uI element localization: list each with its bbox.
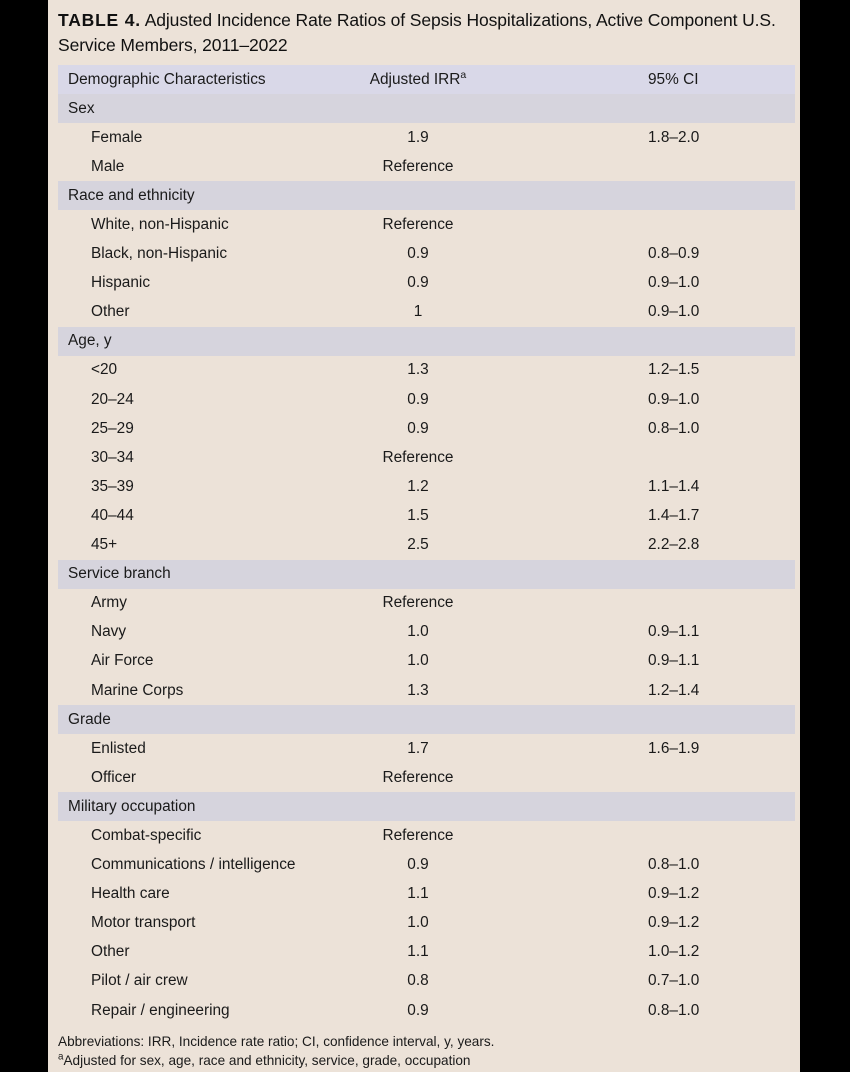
footnote-adjusted: [58, 1051, 800, 1070]
table-row: [58, 996, 795, 1025]
cell-adjusted-irr: 1.1: [407, 885, 429, 903]
row-label: 20–24: [91, 390, 134, 408]
footnote-adjusted-text: Adjusted for sex, age, race and ethnicity, service, grade, occupation: [63, 1053, 471, 1069]
cell-confidence-interval: 0.9–1.0: [648, 303, 700, 321]
cell-adjusted-irr: 0.9: [407, 245, 429, 263]
table-row: [58, 356, 795, 385]
cell-adjusted-irr: 1.0: [407, 652, 429, 670]
table-row: [58, 414, 795, 443]
row-label: Pilot / air crew: [91, 972, 188, 990]
table-section-row: [58, 327, 795, 356]
cell-confidence-interval: 2.2–2.8: [648, 536, 700, 554]
footnote-marker-a: a: [460, 69, 467, 81]
column-header-irr-text: Adjusted IRR: [369, 70, 461, 88]
cell-confidence-interval: 1.0–1.2: [648, 943, 700, 961]
table-row: [58, 298, 795, 327]
cell-confidence-interval: 1.2–1.5: [648, 361, 700, 379]
cell-confidence-interval: 0.9–1.2: [648, 914, 700, 932]
cell-adjusted-irr: 1.3: [407, 681, 429, 699]
table-section-row: [58, 792, 795, 821]
column-header-irr: [338, 71, 498, 89]
cell-adjusted-irr: 0.9: [407, 856, 429, 874]
table-footnotes: [48, 1025, 800, 1070]
table-row: [58, 880, 795, 909]
column-header-characteristics: Demographic Characteristics: [68, 70, 266, 88]
cell-confidence-interval: 0.7–1.0: [648, 972, 700, 990]
section-label: Grade: [68, 710, 111, 728]
cell-adjusted-irr: 1.7: [407, 739, 429, 757]
cell-adjusted-irr: 1.5: [407, 506, 429, 524]
cell-confidence-interval: 0.9–1.1: [648, 623, 700, 641]
cell-adjusted-irr: Reference: [382, 157, 454, 175]
row-label: Male: [91, 157, 125, 175]
cell-adjusted-irr: 1.0: [407, 914, 429, 932]
row-label: Enlisted: [91, 739, 146, 757]
table-row: [58, 443, 795, 472]
row-label: Other: [91, 303, 130, 321]
table-row: [58, 909, 795, 938]
cell-adjusted-irr: Reference: [382, 594, 454, 612]
row-label: Officer: [91, 768, 137, 786]
column-header-ci: 95% CI: [648, 70, 699, 88]
cell-adjusted-irr: 0.8: [407, 972, 429, 990]
table-number: TABLE 4.: [58, 10, 141, 30]
row-label: Marine Corps: [91, 681, 184, 699]
row-label: Health care: [91, 885, 170, 903]
data-table: [48, 65, 800, 1025]
row-label: 40–44: [91, 506, 134, 524]
row-label: Hispanic: [91, 274, 151, 292]
row-label: Female: [91, 128, 143, 146]
table-row: [58, 676, 795, 705]
cell-adjusted-irr: 0.9: [407, 1001, 429, 1019]
cell-confidence-interval: 1.1–1.4: [648, 477, 700, 495]
table-row: [58, 647, 795, 676]
cell-confidence-interval: 0.8–1.0: [648, 1001, 700, 1019]
table-row: [58, 734, 795, 763]
table-row: [58, 967, 795, 996]
cell-adjusted-irr: Reference: [382, 448, 454, 466]
table-row: [58, 210, 795, 239]
row-label: Combat-specific: [91, 826, 202, 844]
table-title-text: Adjusted Incidence Rate Ratios of Sepsis Hospitalizations, Active Component U.S. Service Members, 2011–2022: [58, 10, 776, 55]
section-label: Service branch: [68, 565, 171, 583]
cell-adjusted-irr: 1.9: [407, 128, 429, 146]
table-row: [58, 938, 795, 967]
cell-adjusted-irr: Reference: [382, 216, 454, 234]
table-row: [58, 763, 795, 792]
cell-confidence-interval: 1.4–1.7: [648, 506, 700, 524]
row-label: Black, non-Hispanic: [91, 245, 228, 263]
cell-confidence-interval: 0.8–1.0: [648, 419, 700, 437]
section-label: Sex: [68, 99, 95, 117]
table-row: [58, 618, 795, 647]
table-section-row: [58, 94, 795, 123]
row-label: 25–29: [91, 419, 134, 437]
table-section-row: [58, 560, 795, 589]
cell-confidence-interval: 1.6–1.9: [648, 739, 700, 757]
table-row: [58, 821, 795, 850]
page-title: [48, 0, 800, 58]
row-label: Other: [91, 943, 130, 961]
section-label: Military occupation: [68, 797, 196, 815]
table-row: [58, 240, 795, 269]
row-label: 30–34: [91, 448, 134, 466]
table-row: [58, 385, 795, 414]
cell-adjusted-irr: 1.1: [407, 943, 429, 961]
row-label: 45+: [91, 536, 118, 554]
cell-confidence-interval: 0.8–1.0: [648, 856, 700, 874]
cell-confidence-interval: 0.9–1.0: [648, 390, 700, 408]
table-section-row: [58, 181, 795, 210]
cell-adjusted-irr: 1.2: [407, 477, 429, 495]
cell-adjusted-irr: 1: [413, 303, 423, 321]
section-label: Age, y: [68, 332, 112, 350]
cell-adjusted-irr: 1.3: [407, 361, 429, 379]
table-row: [58, 269, 795, 298]
row-label: 35–39: [91, 477, 134, 495]
cell-confidence-interval: 0.9–1.1: [648, 652, 700, 670]
row-label: White, non-Hispanic: [91, 216, 229, 234]
row-label: Repair / engineering: [91, 1001, 230, 1019]
table-row: [58, 472, 795, 501]
table-row: [58, 152, 795, 181]
table-row: [58, 501, 795, 530]
cell-adjusted-irr: 0.9: [407, 274, 429, 292]
cell-adjusted-irr: 1.0: [407, 623, 429, 641]
table-header-row: [58, 65, 795, 94]
footnote-marker-a-note: a: [58, 1051, 64, 1063]
cell-adjusted-irr: 0.9: [407, 390, 429, 408]
table-row: [58, 851, 795, 880]
row-label: Army: [91, 594, 127, 612]
cell-confidence-interval: 0.9–1.2: [648, 885, 700, 903]
cell-confidence-interval: 0.9–1.0: [648, 274, 700, 292]
table-row: [58, 589, 795, 618]
table-card: [48, 0, 800, 1072]
footnote-abbreviations: Abbreviations: IRR, Incidence rate ratio; CI, confidence interval, y, years.: [58, 1034, 495, 1050]
table-section-row: [58, 705, 795, 734]
cell-confidence-interval: 0.8–0.9: [648, 245, 700, 263]
cell-adjusted-irr: Reference: [382, 768, 454, 786]
row-label: <20: [91, 361, 118, 379]
cell-adjusted-irr: Reference: [382, 826, 454, 844]
cell-confidence-interval: 1.8–2.0: [648, 128, 700, 146]
cell-adjusted-irr: 0.9: [407, 419, 429, 437]
section-label: Race and ethnicity: [68, 186, 195, 204]
row-label: Communications / intelligence: [91, 856, 296, 874]
row-label: Air Force: [91, 652, 154, 670]
table-row: [58, 531, 795, 560]
row-label: Motor transport: [91, 914, 196, 932]
cell-confidence-interval: 1.2–1.4: [648, 681, 700, 699]
row-label: Navy: [91, 623, 127, 641]
table-row: [58, 123, 795, 152]
cell-adjusted-irr: 2.5: [407, 536, 429, 554]
